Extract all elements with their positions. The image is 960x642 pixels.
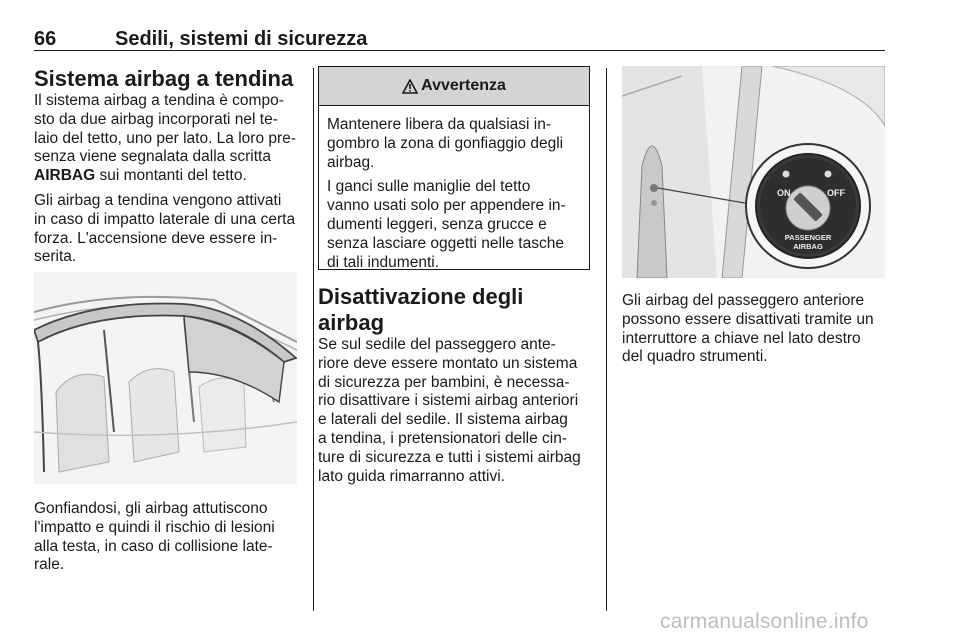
column-2 (318, 284, 593, 486)
warning-header (319, 67, 589, 106)
curtain-airbag-paragraph-3: Gonfiandosi, gli airbag attutiscono l'impatto e quindi il rischio di lesioni alla testa, in caso di collisione late- rale. (34, 500, 275, 574)
column-1 (34, 66, 304, 267)
watermark: carmanualsonline.info (660, 610, 869, 633)
warning-paragraph-1: Mantenere libera da qualsiasi in- gombro la zona di gonfiaggio degli airbag. (327, 116, 564, 171)
curtain-airbag-illustration (34, 272, 297, 484)
column-divider-1 (313, 68, 314, 611)
deactivation-paragraph: Se sul sedile del passeggero ante- riore deve essere montato un sistema di sicurezza per bambini, è necessa- rio disattivare i sistemi airbag anteriori e laterali del sedile. Il sistema airbag a tendina, i pretensionatori delle cin- ture di sicurezza e tutti i sistemi airbag lato guida rimarranno attivi. (318, 336, 581, 485)
warning-paragraph-2: I ganci sulle maniglie del tetto vanno usati solo per appendere in- dumenti leggeri, senza grucce e senza lasciare oggetti nelle tasche di tali indumenti. (327, 178, 566, 271)
column-1-bottom (34, 500, 304, 575)
page-number: 66 (34, 28, 57, 50)
switch-label-airbag: AIRBAG (793, 242, 823, 251)
header-rule (34, 50, 885, 51)
column-divider-2 (606, 68, 607, 611)
deactivation-heading: Disattivazione degli airbag (318, 284, 524, 335)
switch-on-label: ON (777, 188, 791, 198)
warning-box (318, 66, 590, 270)
curtain-airbag-heading: Sistema airbag a tendina (34, 66, 294, 91)
airbag-switch-illustration (622, 66, 885, 278)
section-title: Sedili, sistemi di sicurezza (115, 28, 368, 50)
switch-paragraph: Gli airbag del passeggero anteriore possono essere disattivati tramite un interruttore a chiave nel lato destro del quadro strumenti. (622, 292, 874, 366)
warning-triangle-icon (402, 79, 418, 94)
switch-label-passenger: PASSENGER (784, 233, 832, 242)
column-3 (622, 292, 897, 367)
curtain-airbag-paragraph-1: Il sistema airbag a tendina è compo- sto da due airbag incorporati nel te- laio del tetto, uno per lato. La loro pre- senza viene segnalata dalla scritta AIRBAG sui montanti del tetto. (34, 92, 296, 185)
warning-title: Avvertenza (421, 77, 506, 94)
switch-off-label: OFF (827, 188, 845, 198)
airbag-label: AIRBAG (34, 167, 96, 185)
curtain-airbag-paragraph-2: Gli airbag a tendina vengono attivati in caso di impatto laterale di una certa forza. L'accensione deve essere in- serita. (34, 191, 296, 266)
